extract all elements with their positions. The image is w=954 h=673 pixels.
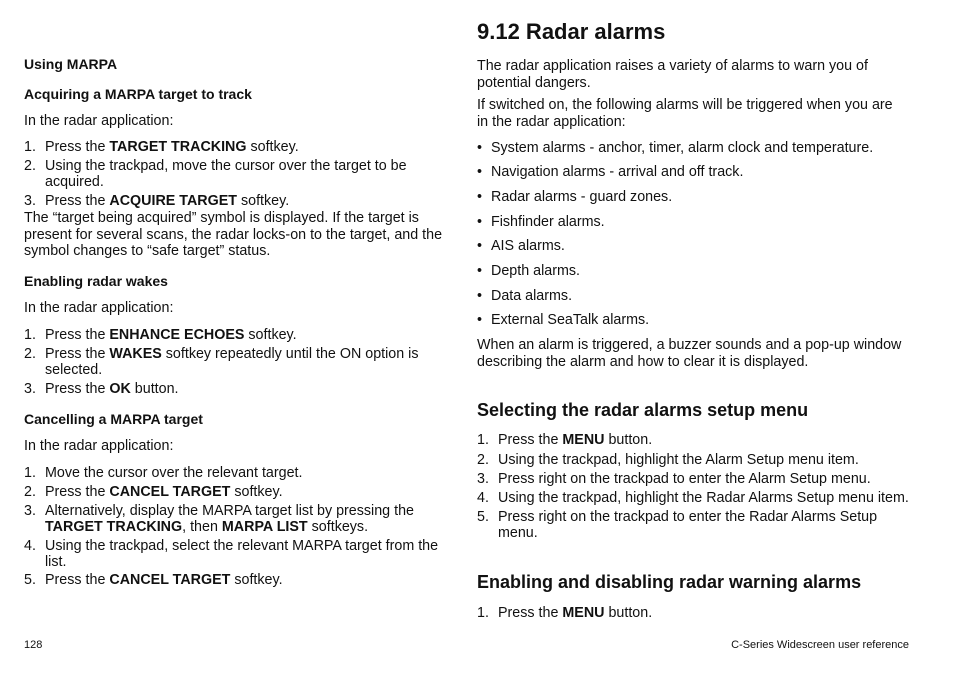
intro-paragraph: The radar application raises a variety of alarms to warn you of potential dangers. — [477, 58, 868, 91]
list-item: • Fishfinder alarms. — [477, 214, 605, 230]
enable-heading: Enabling and disabling radar warning alarms — [477, 572, 862, 592]
document-title: C-Series Widescreen user reference — [731, 639, 909, 651]
list-item: • Depth alarms. — [477, 263, 580, 279]
list-item: • System alarms - anchor, timer, alarm clock and temperature. — [477, 140, 874, 156]
intro-text: In the radar application: — [24, 113, 174, 129]
list-item: • External SeaTalk alarms. — [477, 312, 650, 328]
cancel-heading: Cancelling a MARPA target — [24, 411, 203, 427]
list-item: 2. Using the trackpad, highlight the Alarm Setup menu item. — [477, 452, 859, 468]
section-title: 9.12 Radar alarms — [477, 19, 666, 44]
list-item: • Radar alarms - guard zones. — [477, 189, 673, 205]
list-item: 1. Press the MENU button. — [477, 605, 653, 621]
list-item: • AIS alarms. — [477, 238, 565, 254]
list-item: 5. Press right on the trackpad to enter the Radar Alarms Setup menu. — [477, 509, 878, 541]
intro-text: In the radar application: — [24, 438, 174, 454]
list-item: 2. Press the CANCEL TARGET softkey. — [24, 484, 283, 500]
list-item: 3. Press right on the trackpad to enter the Alarm Setup menu. — [477, 471, 871, 487]
wakes-heading: Enabling radar wakes — [24, 273, 168, 289]
list-item: 3. Alternatively, display the MARPA target list by pressing the TARGET TRACKING, then MARPA LIST softkeys. — [24, 503, 414, 535]
list-item: 4. Using the trackpad, select the relevant MARPA target from the list. — [24, 538, 439, 570]
list-item: • Data alarms. — [477, 288, 573, 304]
setup-heading: Selecting the radar alarms setup menu — [477, 400, 809, 420]
page-number: 128 — [24, 639, 43, 651]
intro-text: In the radar application: — [24, 300, 174, 316]
outro-paragraph: When an alarm is triggered, a buzzer sounds and a pop-up window describing the alarm and how to clear it is displayed. — [477, 337, 902, 370]
list-item: 1. Press the MENU button. — [477, 432, 653, 448]
list-item: 1. Move the cursor over the relevant target. — [24, 465, 303, 481]
intro-paragraph: If switched on, the following alarms will be triggered when you are in the radar application: — [477, 97, 893, 130]
list-item: 2. Press the WAKES softkey repeatedly until the ON option is selected. — [24, 346, 419, 378]
list-item: 3. Press the OK button. — [24, 381, 179, 397]
list-item: 4. Using the trackpad, highlight the Radar Alarms Setup menu item. — [477, 490, 909, 506]
list-item: • Navigation alarms - arrival and off track. — [477, 164, 744, 180]
acquire-note: The “target being acquired” symbol is displayed. If the target is present for several scans, the radar locks-on to the target, and the symbol changes to “safe target” status. — [24, 210, 443, 259]
list-item: 2. Using the trackpad, move the cursor over the target to be acquired. — [24, 158, 407, 190]
list-item: 3. Press the ACQUIRE TARGET softkey. — [24, 193, 290, 209]
list-item: 5. Press the CANCEL TARGET softkey. — [24, 572, 283, 588]
using-marpa-heading: Using MARPA — [24, 56, 118, 72]
acquiring-heading: Acquiring a MARPA target to track — [24, 86, 252, 102]
list-item: 1. Press the ENHANCE ECHOES softkey. — [24, 327, 297, 343]
list-item: 1. Press the TARGET TRACKING softkey. — [24, 139, 299, 155]
